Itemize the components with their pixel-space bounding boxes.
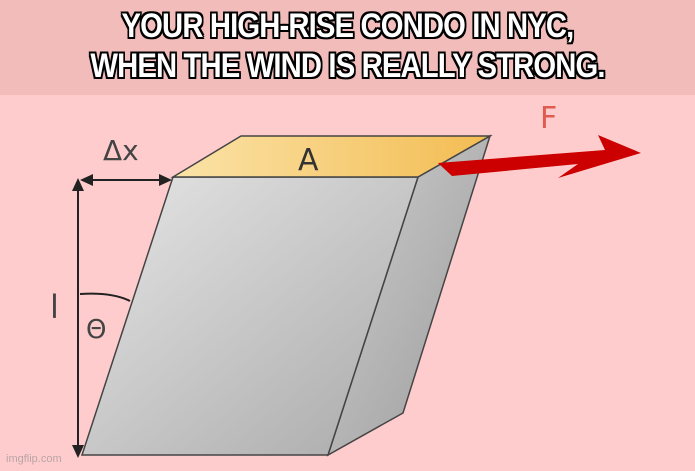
delta-x-label: Δx: [103, 134, 139, 167]
length-dimension: [72, 178, 84, 458]
length-label: l: [50, 288, 59, 326]
caption-line-1: YOUR HIGH-RISE CONDO IN NYC,: [121, 7, 574, 45]
delta-x-dimension: [80, 174, 172, 186]
watermark: imgflip.com: [6, 453, 62, 465]
force-label: F: [540, 101, 558, 136]
area-label: A: [298, 143, 319, 178]
angle-label: Θ: [86, 315, 107, 345]
angle-arc: [80, 294, 130, 301]
caption-line-2: WHEN THE WIND IS REALLY STRONG.: [90, 47, 605, 85]
